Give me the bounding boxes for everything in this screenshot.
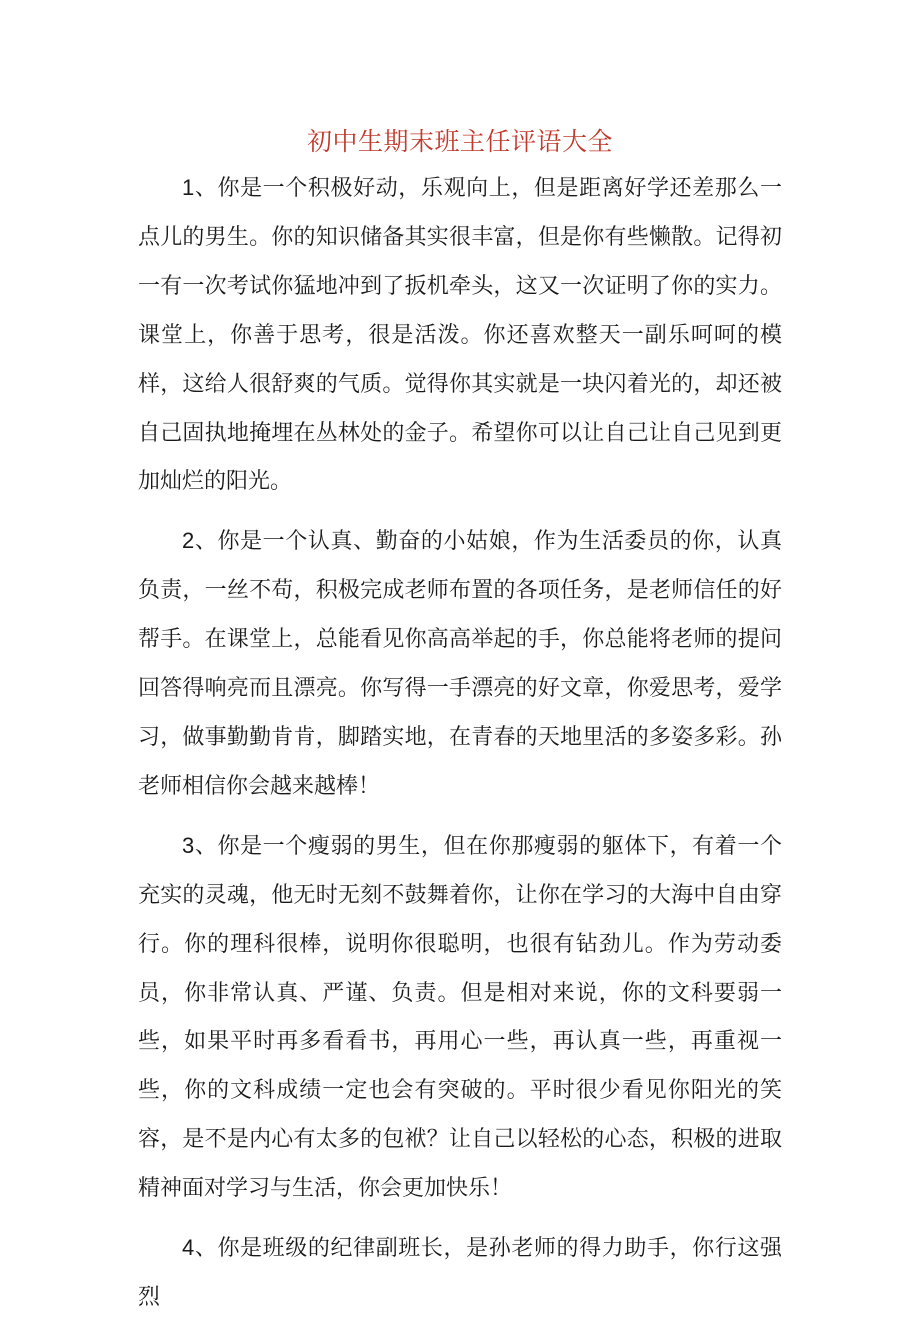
paragraph-3: [138, 822, 782, 1214]
paragraph-4: [138, 1224, 782, 1323]
document-body: [138, 164, 782, 1323]
paragraph-text: 、你是一个积极好动，乐观向上，但是距离好学还差那么一点儿的男生。你的知识储备其实很丰富，但是你有些懒散。记得初一有一次考试你猛地冲到了扳机牵头，这又一次证明了你的实力。课堂上，你善于思考，很是活泼。你还喜欢整天一副乐呵呵的模样，这给人很舒爽的气质。觉得你其实就是一块闪着光的，却还被自己固执地掩埋在丛林处的金子。希望你可以让自己让自己见到更加灿烂的阳光。: [138, 176, 782, 495]
document-title: 初中生期末班主任评语大全: [306, 127, 613, 156]
paragraph-number: 2: [182, 528, 195, 554]
paragraph-2: [138, 517, 782, 811]
paragraph-text: 、你是一个瘦弱的男生，但在你那瘦弱的躯体下，有着一个充实的灵魂，他无时无刻不鼓舞着你，让你在学习的大海中自由穿行。你的理科很棒，说明你很聪明，也很有钻劲儿。作为劳动委员，你非常认真、严谨、负责。但是相对来说，你的文科要弱一些，如果平时再多看看书，再用心一些，再认真一些，再重视一些，你的文科成绩一定也会有突破的。平时很少看见你阳光的笑容，是不是内心有太多的包袱？让自己以轻松的心态，积极的进取精神面对学习与生活，你会更加快乐！: [138, 833, 782, 1202]
paragraph-number: 3: [182, 832, 195, 858]
paragraph-text: 、你是一个认真、勤奋的小姑娘，作为生活委员的你，认真负责，一丝不苟，积极完成老师布置的各项任务，是老师信任的好帮手。在课堂上，总能看见你高高举起的手，你总能将老师的提问回答得响亮而且漂亮。你写得一手漂亮的好文章，你爱思考，爱学习，做事勤勤肯肯，脚踏实地，在青春的天地里活的多姿多彩。孙老师相信你会越来越棒！: [138, 529, 782, 799]
paragraph-number: 4: [182, 1235, 195, 1261]
paragraph-1: [138, 164, 782, 507]
paragraph-text: 、你是班级的纪律副班长，是孙老师的得力助手，你行这强烈: [138, 1236, 782, 1310]
paragraph-number: 1: [182, 175, 195, 200]
